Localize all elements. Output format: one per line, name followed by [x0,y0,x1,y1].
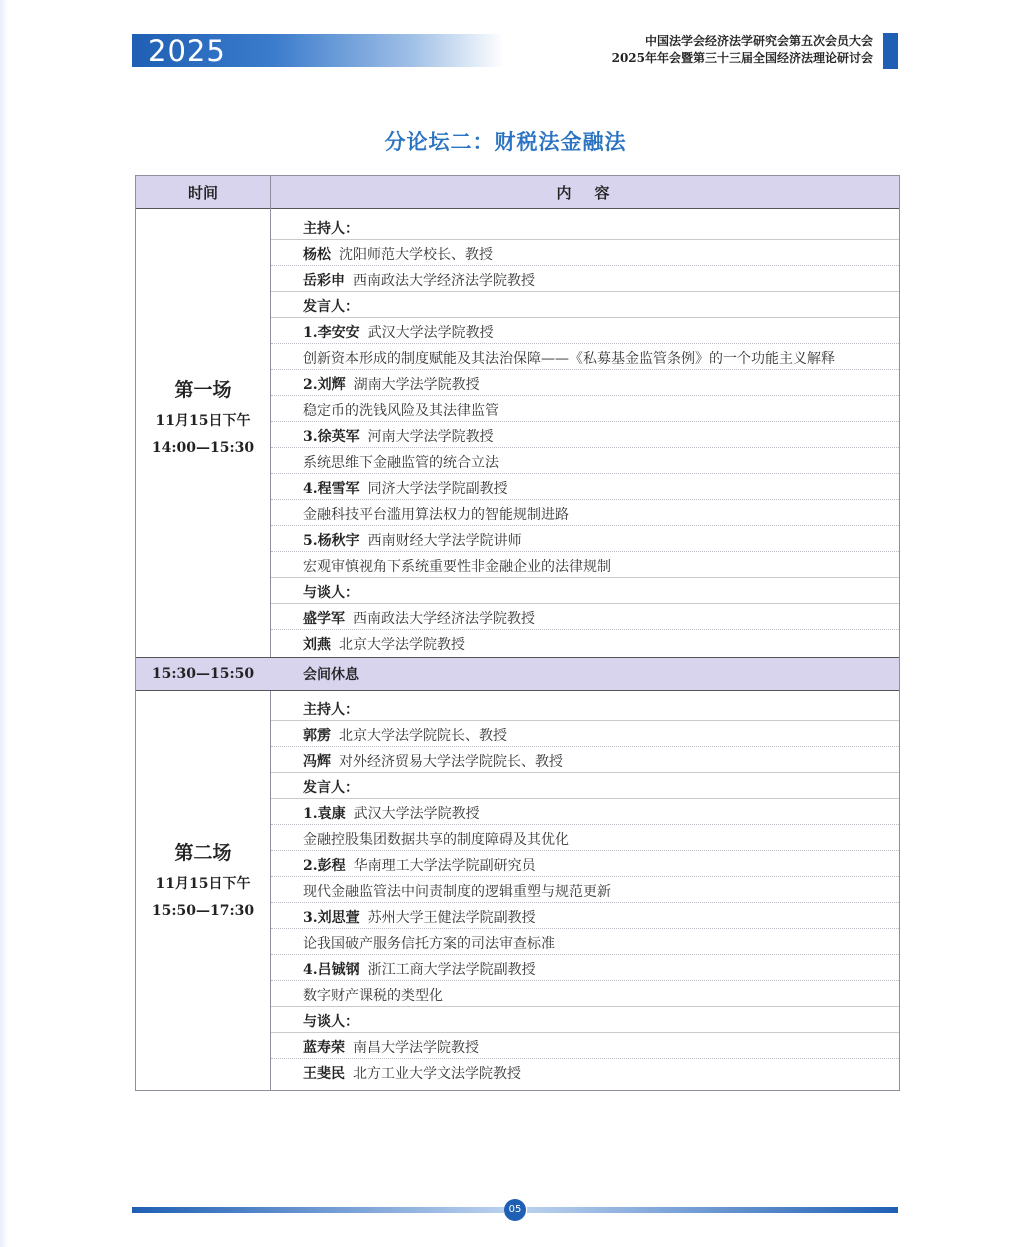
table-header-row [136,176,899,209]
break-row [136,658,899,691]
header-year: 2025 [148,34,226,68]
header-title-line1: 中国法学会经济法学研究会第五次会员大会 [644,34,873,48]
session1-topic: 系统思维下金融监管的统合立法 [303,455,499,471]
session1-topic: 宏观审慎视角下系统重要性非金融企业的法律规制 [303,559,611,575]
column-divider [270,176,271,1090]
break-time: 15:30—15:50 [151,666,255,682]
session2-date: 11月15日下午 [155,876,251,892]
footer-bar-left [132,1207,504,1213]
session1-topic: 稳定币的洗钱风险及其法律监管 [303,403,499,419]
session1-discussant: 刘燕 北京大学法学院教授 [303,637,465,653]
session2-speaker: 2.彭程 华南理工大学法学院副研究员 [303,858,536,874]
session2-speaker: 4.吕铖钢 浙江工商大学法学院副教授 [303,962,536,978]
session2-topic: 现代金融监管法中问责制度的逻辑重塑与规范更新 [303,884,611,900]
session1-speaker: 1.李安安 武汉大学法学院教授 [303,325,494,341]
session1-name: 第一场 [174,379,232,401]
session2-speaker-label: 发言人： [303,780,359,796]
header-accent-mark [883,33,898,69]
session1-speaker: 3.徐英军 河南大学法学院教授 [303,429,494,445]
session1-discussant-label: 与谈人： [303,585,359,601]
session1-speaker: 4.程雪军 同济大学法学院副教授 [303,481,508,497]
session2-host-label: 主持人： [303,702,359,718]
session2-topic: 数字财产课税的类型化 [303,988,443,1004]
session1-host: 杨松 沈阳师范大学校长、教授 [303,247,493,263]
session1-date: 11月15日下午 [155,413,251,429]
schedule-table [135,175,900,1091]
session2-discussant: 王斐民 北方工业大学文法学院教授 [303,1066,521,1082]
session1-discussant: 盛学军 西南政法大学经济法学院教授 [303,611,535,627]
footer-bar-right [527,1207,898,1213]
session2-topic: 论我国破产服务信托方案的司法审查标准 [303,936,555,952]
session2-host: 郭雳 北京大学法学院院长、教授 [303,728,507,744]
session2-topic: 金融控股集团数据共享的制度障碍及其优化 [303,832,569,848]
session1-host-label: 主持人： [303,221,359,237]
page-edge-shade [0,0,8,1247]
page-number: 05 [504,1199,526,1221]
session1-speaker-label: 发言人： [303,299,359,315]
header-time: 时间 [187,183,218,202]
session1-time: 14:00—15:30 [151,440,255,456]
session1-time-cell [136,375,270,462]
session2-name: 第二场 [174,842,232,864]
session2-host: 冯辉 对外经济贸易大学法学院院长、教授 [303,754,563,770]
session1-speaker: 2.刘辉 湖南大学法学院教授 [303,377,480,393]
session2-speaker: 3.刘思萱 苏州大学王健法学院副教授 [303,910,536,926]
page-title: 分论坛二：财税法金融法 [384,129,627,154]
session1-topic: 创新资本形成的制度赋能及其法治保障——《私募基金监管条例》的一个功能主义解释 [303,351,835,367]
header-content: 内 容 [556,183,614,202]
header-conference-title [612,33,873,67]
session2-discussant: 蓝寿荣 南昌大学法学院教授 [303,1040,479,1056]
session2-time: 15:50—17:30 [151,903,255,919]
session1-speaker: 5.杨秋宇 西南财经大学法学院讲师 [303,533,522,549]
session1-topic: 金融科技平台滥用算法权力的智能规制进路 [303,507,569,523]
session2-time-cell [136,838,270,925]
header-title-line2: 2025年年会暨第三十三届全国经济法理论研讨会 [611,51,873,65]
session2-discussant-label: 与谈人： [303,1014,359,1030]
session2-speaker: 1.袁康 武汉大学法学院教授 [303,806,480,822]
break-label: 会间休息 [303,667,359,683]
session1-host: 岳彩申 西南政法大学经济法学院教授 [303,273,535,289]
